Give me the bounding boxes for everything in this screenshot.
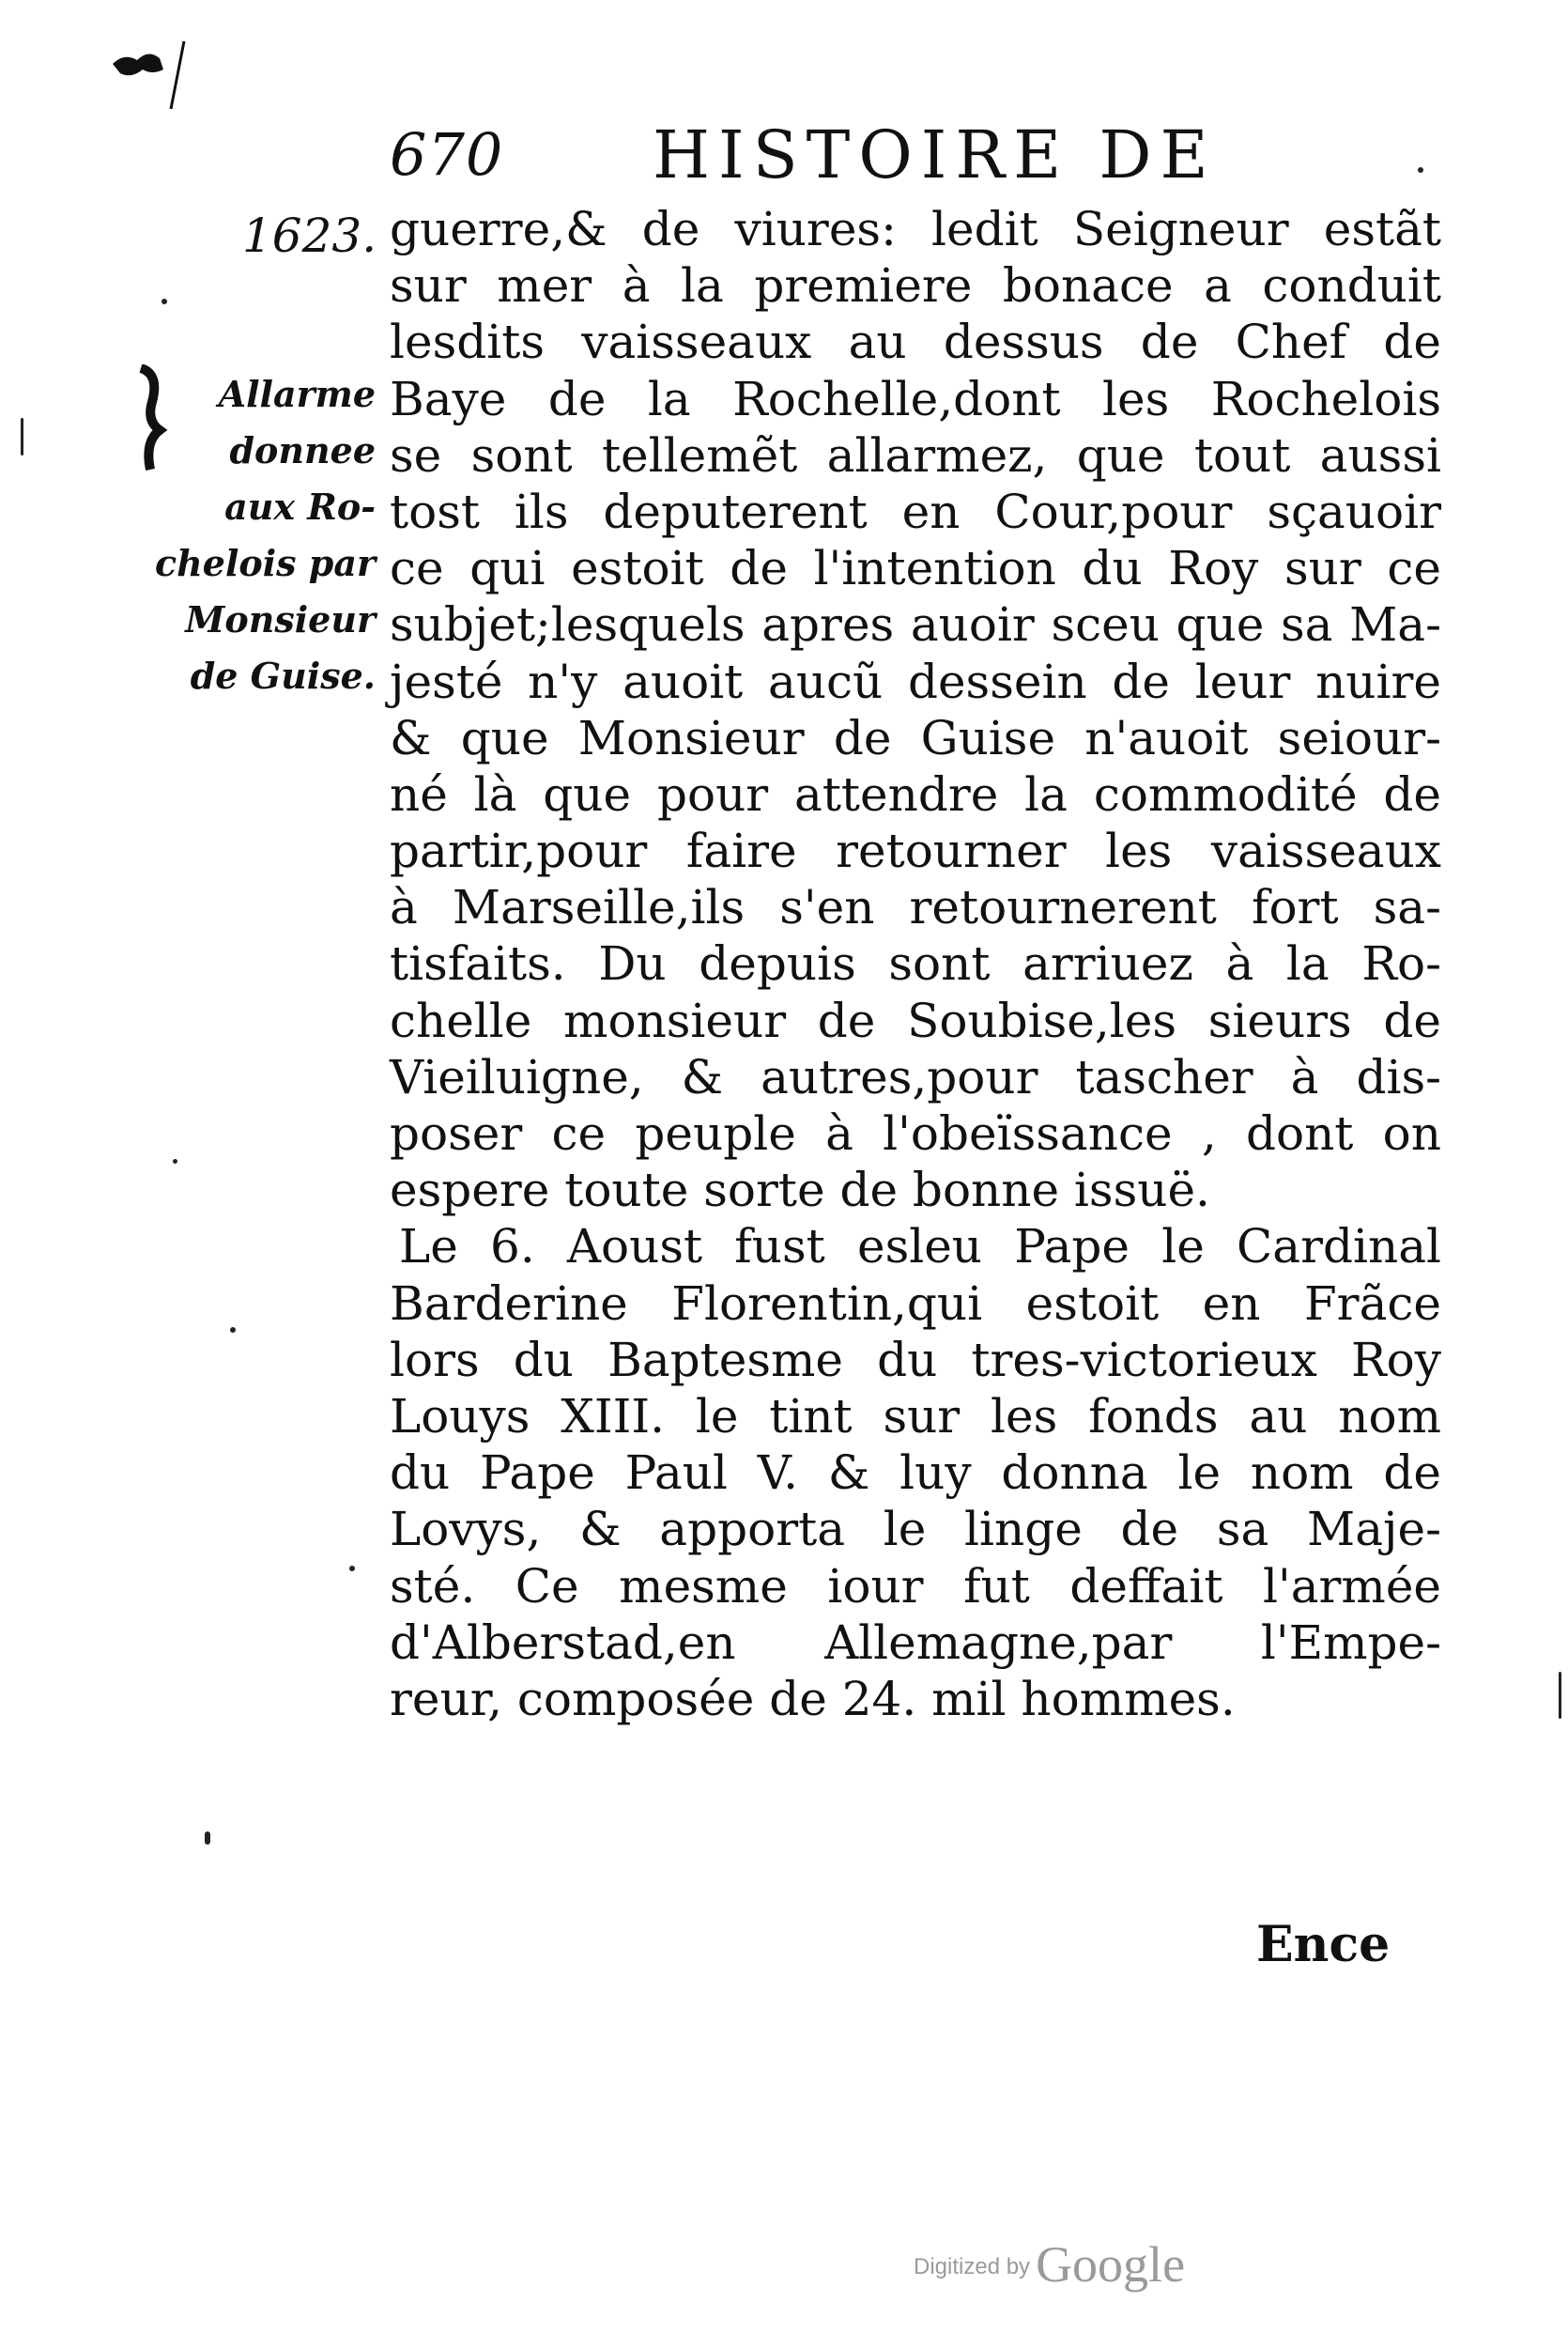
body-line: subjet;lesquels apres auoir sceu que sa Ma-: [390, 597, 1441, 653]
body-line: sté. Ce mesme iour fut deffait l'armée: [390, 1558, 1441, 1614]
body-line: se sont tellemẽt allarmez, que tout aussi: [390, 427, 1441, 483]
body-line: Barderine Florentin,qui estoit en Frãce: [390, 1275, 1441, 1331]
body-line: à Marseille,ils s'en retournerent fort sa-: [390, 880, 1441, 935]
body-line: poser ce peuple à l'obeïssance , dont on: [390, 1106, 1441, 1161]
body-line: Le 6. Aoust fust esleu Pape le Cardinal: [399, 1219, 1441, 1274]
page-number: 670: [390, 120, 504, 189]
body-line: espere toute sorte de bonne issuë.: [390, 1163, 1210, 1218]
body-line: Vieiluigne, & autres,pour tascher à dis-: [390, 1049, 1441, 1104]
ink-speck: [349, 1566, 355, 1571]
body-line: du Pape Paul V. & luy donna le nom de: [390, 1445, 1441, 1501]
body-line: partir,pour faire retourner les vaisseaux: [390, 824, 1441, 879]
watermark-small-text: Digitized by: [914, 2254, 1031, 2279]
margin-note-line: aux Ro-: [224, 486, 376, 528]
margin-note-line: chelois par: [155, 542, 376, 584]
body-line: Baye de la Rochelle,dont les Rochelois: [390, 371, 1441, 426]
margin-year: 1623.: [242, 209, 377, 263]
body-line: lesdits vaisseaux au dessus de Chef de: [390, 315, 1441, 370]
page-header: [390, 116, 1422, 195]
body-line: Lovys, & apporta le linge de sa Maje-: [390, 1502, 1441, 1557]
body-line: & que Monsieur de Guise n'auoit seiour-: [390, 710, 1441, 765]
body-line: tisfaits. Du depuis sont arriuez à la Ro-: [390, 936, 1441, 992]
body-line: né là que pour attendre la commodité de: [390, 766, 1441, 822]
body-line: sur mer à la premiere bonace a conduit: [390, 258, 1441, 314]
body-text: [390, 201, 1441, 1727]
body-line: guerre,& de viures: ledit Seigneur estãt: [390, 202, 1441, 256]
body-line: jesté n'y auoit aucũ dessein de leur nuire: [390, 654, 1441, 709]
margin-note: [150, 366, 376, 704]
ink-speck: [21, 418, 23, 456]
margin-note-line: Monsieur: [185, 598, 376, 641]
ink-speck: [1559, 1672, 1561, 1719]
body-line: d'Alberstad,en Allemagne,par l'Empe-: [390, 1614, 1441, 1670]
body-line: reur, composée de 24. mil hommes.: [390, 1671, 1236, 1726]
ink-speck: [173, 1159, 177, 1164]
body-line: ce qui estoit de l'intention du Roy sur ce: [390, 541, 1441, 596]
ink-speck: [161, 299, 167, 304]
body-line: Louys XIII. le tint sur les fonds au nom: [390, 1388, 1441, 1444]
margin-note-line: de Guise.: [190, 655, 376, 697]
catchword: Ence: [1256, 1916, 1391, 1973]
digitization-watermark: [914, 2235, 1185, 2294]
ink-speck: [1418, 167, 1423, 173]
margin-note-line: Allarme: [218, 373, 376, 415]
ink-mark-ornament: [105, 36, 208, 111]
ink-speck: [205, 1831, 210, 1845]
body-line: chelle monsieur de Soubise,les sieurs de: [390, 993, 1441, 1048]
body-line: tost ils deputerent en Cour,pour sçauoir: [390, 484, 1441, 539]
margin-note-line: donnee: [229, 429, 376, 471]
watermark-logo-text: Google: [1036, 2236, 1186, 2293]
body-line: lors du Baptesme du tres-victorieux Roy: [390, 1332, 1441, 1387]
running-head: HISTOIRE DE: [653, 116, 1217, 193]
ink-speck: [230, 1327, 236, 1333]
